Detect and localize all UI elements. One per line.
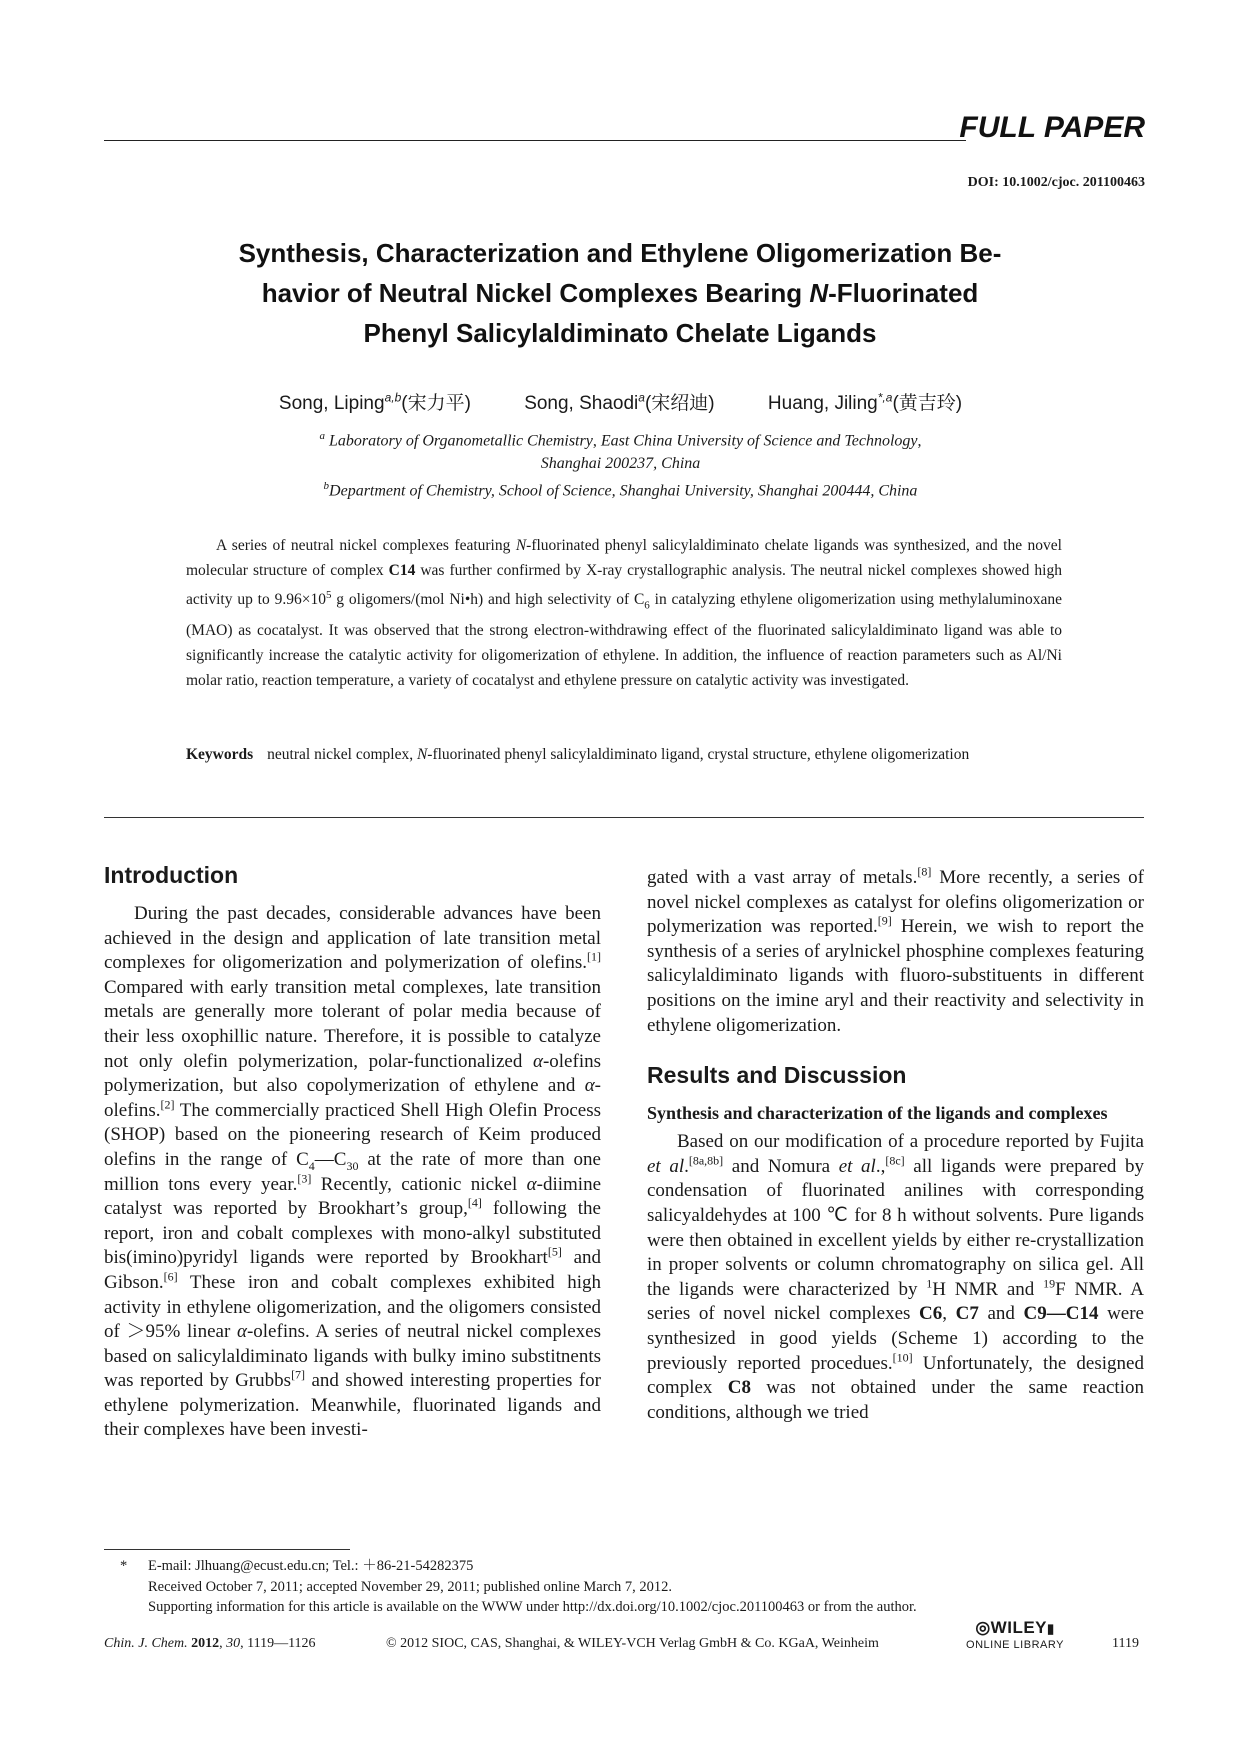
copyright: © 2012 SIOC, CAS, Shanghai, & WILEY-VCH Verlag GmbH & Co. KGaA, Weinheim <box>386 1636 879 1651</box>
introduction-paragraph: During the past decades, considerable advances have been achieved in the design and application of late transition metal complexes for oligomerization and polymerization of olefins.[1] Compared with early transition metal complexes, late transition metals are generally more tolerant of polar media because of their less oxophillic nature. Therefore, it is possible to catalyze not only olefin polymerization, polar-functionalized α-olefins polymerization, but also copolymerization of ethylene and α-olefins.[2] The commercially practiced Shell High Olefin Process (SHOP) based on the pioneering research of Keim produced olefins in the range of $C_4—C_{30}$ at the rate of more than one million tons every year.[3] Recently, cationic nickel α-diimine catalyst was reported by Brookhart’s group,[4] following the report, iron and cobalt complexes with mono-alkyl substituted bis(imino)pyridyl ligands were reported by Brookhart[5] and Gibson.[6] These iron and cobalt complexes exhibited high activity in ethylene oligomerization, and the oligomers consisted of ＞95% linear α-olefins. A series of neutral nickel complexes based on salicylaldiminato ligands with bulky imino substitnents was reported by Grubbs[7] and showed interesting properties for ethylene polymerization. Meanwhile, fluorinated ligands and their complexes have been investi- <box>104 903 602 1441</box>
footnotes <box>120 1556 1120 1618</box>
results-paragraph: Based on our modification of a procedure reported by Fujita et al.[8a,8b] and Nomura et al.,[8c] all ligands were prepared by condensation of fluorinated anilines with corresponding salicyaldehydes at 100 ℃ for 8 h without solvents. Pure ligands were then obtained in excellent yields by either re-crystallization in proper solvents or column chromatography on silica gel. All the ligands were characterized by $^1$H NMR and $^{19}$F NMR. A series of novel nickel complexes C6, C7 and C9—C14 were synthesized in good yields (Scheme 1) according to the previously reported procedues.[10] Unfortunately, the designed complex C8 was not obtained under the same reaction conditions, although we tried <box>647 1131 1144 1423</box>
title-line-2: havior of Neutral Nickel Complexes Bearing N-Fluorinated <box>261 278 979 308</box>
author: Song, Shaodi$^a$(宋绍迪) <box>524 390 715 414</box>
citation: [5] <box>547 1244 562 1259</box>
subsection-heading: Synthesis and characterization of the ligands and complexes <box>647 1103 1108 1124</box>
online-library-label: ONLINE LIBRARY <box>966 1639 1064 1651</box>
page-number: 1119 <box>1112 1636 1139 1651</box>
footnote-supporting-info: Supporting information for this article is available on the WWW under http://dx.doi.org/10.1002/cjoc.201100463 or from the author. <box>148 1599 917 1615</box>
journal-citation: Chin. J. Chem. 2012, 30, 1119—1126 <box>104 1636 316 1651</box>
results-heading: Results and Discussion <box>647 1062 907 1089</box>
article-title <box>120 233 1120 353</box>
book-icon: ▮ <box>1047 1621 1055 1636</box>
author: Song, Liping$^{a,b}$(宋力平) <box>278 390 471 414</box>
author-list <box>0 388 1241 415</box>
citation: [7] <box>291 1367 306 1382</box>
citation: [3] <box>297 1171 312 1186</box>
affiliation-b: $^b$Department of Chemistry, School of Science, Shanghai University, Shanghai 200444, China <box>323 480 918 500</box>
citation: [6] <box>163 1269 178 1284</box>
footnote-received: Received October 7, 2011; accepted November 29, 2011; published online March 7, 2012. <box>148 1578 673 1595</box>
keywords-label: Keywords <box>186 746 254 763</box>
header-rule <box>104 140 966 141</box>
left-column <box>104 860 601 1443</box>
author: Huang, Jiling$^{*,a}$(黄吉玲) <box>767 390 963 414</box>
intro-continued-paragraph: gated with a vast array of metals.[8] More recently, a series of novel nickel complexes as catalyst for olefins oligomerization or polymerization was reported.[9] Herein, we wish to report the synthesis of a series of arylnickel phosphine complexes featuring salicylaldiminato ligands with fluoro-substituents in different positions on the imine aryl and their reactivity and selectivity in ethylene oligomerization. <box>647 864 1144 1036</box>
title-line-3: Phenyl Salicylaldiminato Chelate Ligands <box>363 318 877 348</box>
citation: [8a,8b] <box>688 1153 724 1168</box>
doi[interactable]: DOI: 10.1002/cjoc. 201100463 <box>967 175 1145 190</box>
section-label: FULL PAPER <box>959 111 1145 144</box>
citation: [8c] <box>885 1153 905 1168</box>
citation: [8] <box>917 864 932 879</box>
affiliation-a: $^a$ Laboratory of Organometallic Chemistry, East China University of Science and Technology, <box>319 430 922 450</box>
abstract: A series of neutral nickel complexes featuring N-fluorinated phenyl salicylaldiminato chelate ligands was synthesized, and the novel molecular structure of complex C14 was further confirmed by X-ray crystallographic analysis. The neutral nickel complexes showed high activity up to $9.96\times 10^5$ g oligomers/(mol Ni•h) and high selectivity of $C_6$ in catalyzing ethylene oligomerization using methylaluminoxane (MAO) as cocatalyst. It was observed that the strong electron-withdrawing effect of the fluorinated salicylaldiminato ligand was able to significantly increase the catalytic activity for oligomerization of ethylene. In addition, the influence of reaction parameters such as Al/Ni molar ratio, reaction temperature, a variety of cocatalyst and ethylene pressure on catalytic activity was investigated. <box>186 537 1062 690</box>
footnote-contact: * E-mail: Jlhuang@ecust.edu.cn; Tel.: ＋86-21-54282375 <box>120 1558 474 1574</box>
citation: [9] <box>877 913 892 928</box>
wiley-icon: ◎ <box>975 1618 991 1637</box>
section-divider <box>104 817 1144 818</box>
affiliation-a-line-2: Shanghai 200237, China <box>540 455 701 472</box>
footnote-rule <box>104 1549 350 1550</box>
title-line-1: Synthesis, Characterization and Ethylene Oligomerization Be- <box>238 238 1002 268</box>
citation: [2] <box>160 1097 175 1112</box>
citation: [4] <box>467 1195 482 1210</box>
citation: [10] <box>892 1350 913 1365</box>
keywords: Keywords neutral nickel complex, N-fluorinated phenyl salicylaldiminato ligand, crystal structure, ethylene oligomerization <box>186 746 970 763</box>
right-column <box>647 866 1144 1425</box>
wiley-logo[interactable]: ◎WILEY▮ ONLINE LIBRARY <box>960 1618 1070 1651</box>
citation: [1] <box>587 949 601 964</box>
introduction-heading: Introduction <box>104 862 239 888</box>
